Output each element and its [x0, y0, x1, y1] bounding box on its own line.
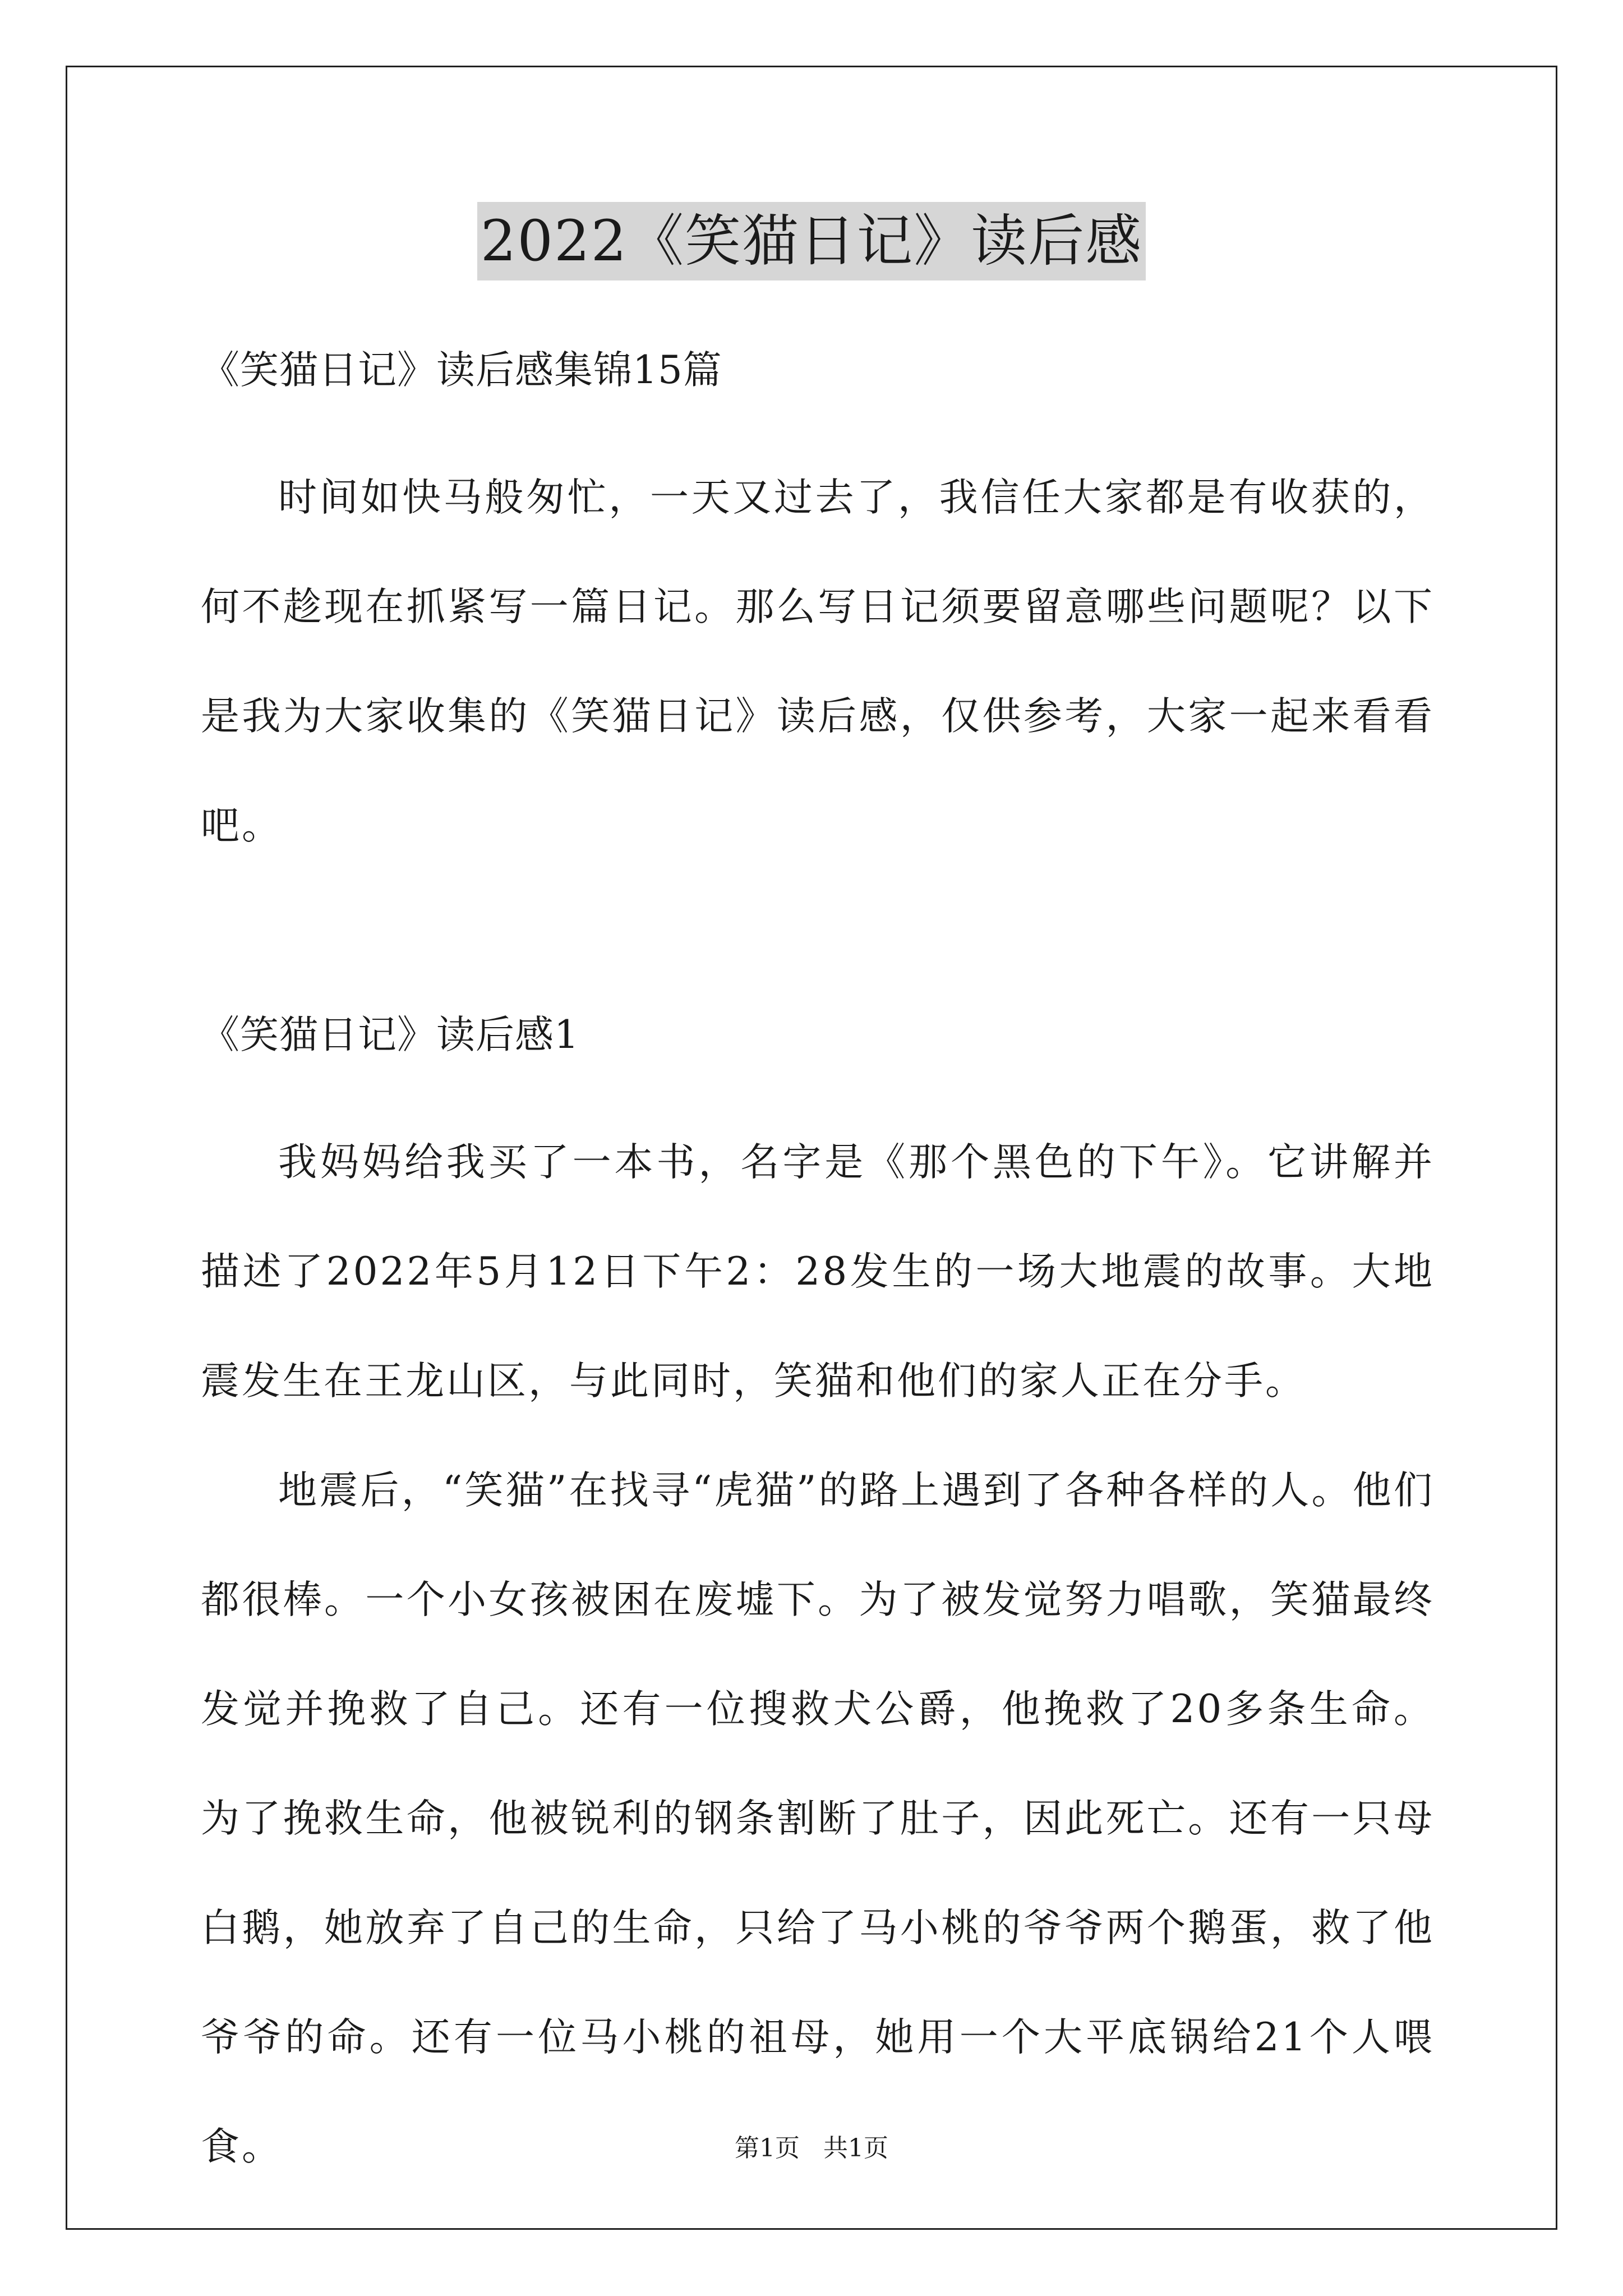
intro-paragraph: 时间如快马般匆忙，一天又过去了，我信任大家都是有收获的，何不趁现在抓紧写一篇日记。那么写日记须要留意哪些问题呢？以下是我为大家收集的《笑猫日记》读后感，仅供参考，大家一起来看看吧。	[201, 475, 1435, 848]
current-page-label: 第1页	[735, 2134, 800, 2162]
page-footer	[0, 2132, 1623, 2165]
collection-heading: 《笑猫日记》读后感集锦15篇	[201, 348, 722, 393]
spacer	[201, 404, 1435, 443]
body-paragraph: 地震后，“笑猫”在找寻“虎猫”的路上遇到了各种各样的人。他们都很棒。一个小女孩被困在废墟下。为了被发觉努力唱歌，笑猫最终发觉并挽救了自己。还有一位搜救犬公爵，他挽救了20多条生命。为了挽救生命，他被锐利的钢条割断了肚子，因此死亡。还有一只母白鹅，她放弃了自己的生命，只给了马小桃的爷爷两个鹅蛋，救了他爷爷的命。还有一位马小桃的祖母，她用一个大平底锅给21个人喂食。	[201, 1468, 1435, 2169]
section-heading: 《笑猫日记》读后感1	[201, 1013, 579, 1057]
total-pages-label: 共1页	[823, 2134, 888, 2162]
spacer	[201, 881, 1435, 1001]
body-paragraph: 我妈妈给我买了一本书，名字是《那个黑色的下午》。它讲解并描述了2022年5月12日下午2：28发生的一场大地震的故事。大地震发生在王龙山区，与此同时，笑猫和他们的家人正在分手。	[201, 1140, 1435, 1404]
spacer	[201, 1069, 1435, 1108]
document-title: 2022《笑猫日记》读后感	[477, 202, 1146, 280]
document-body	[201, 337, 1435, 2202]
title-container	[0, 202, 1623, 280]
